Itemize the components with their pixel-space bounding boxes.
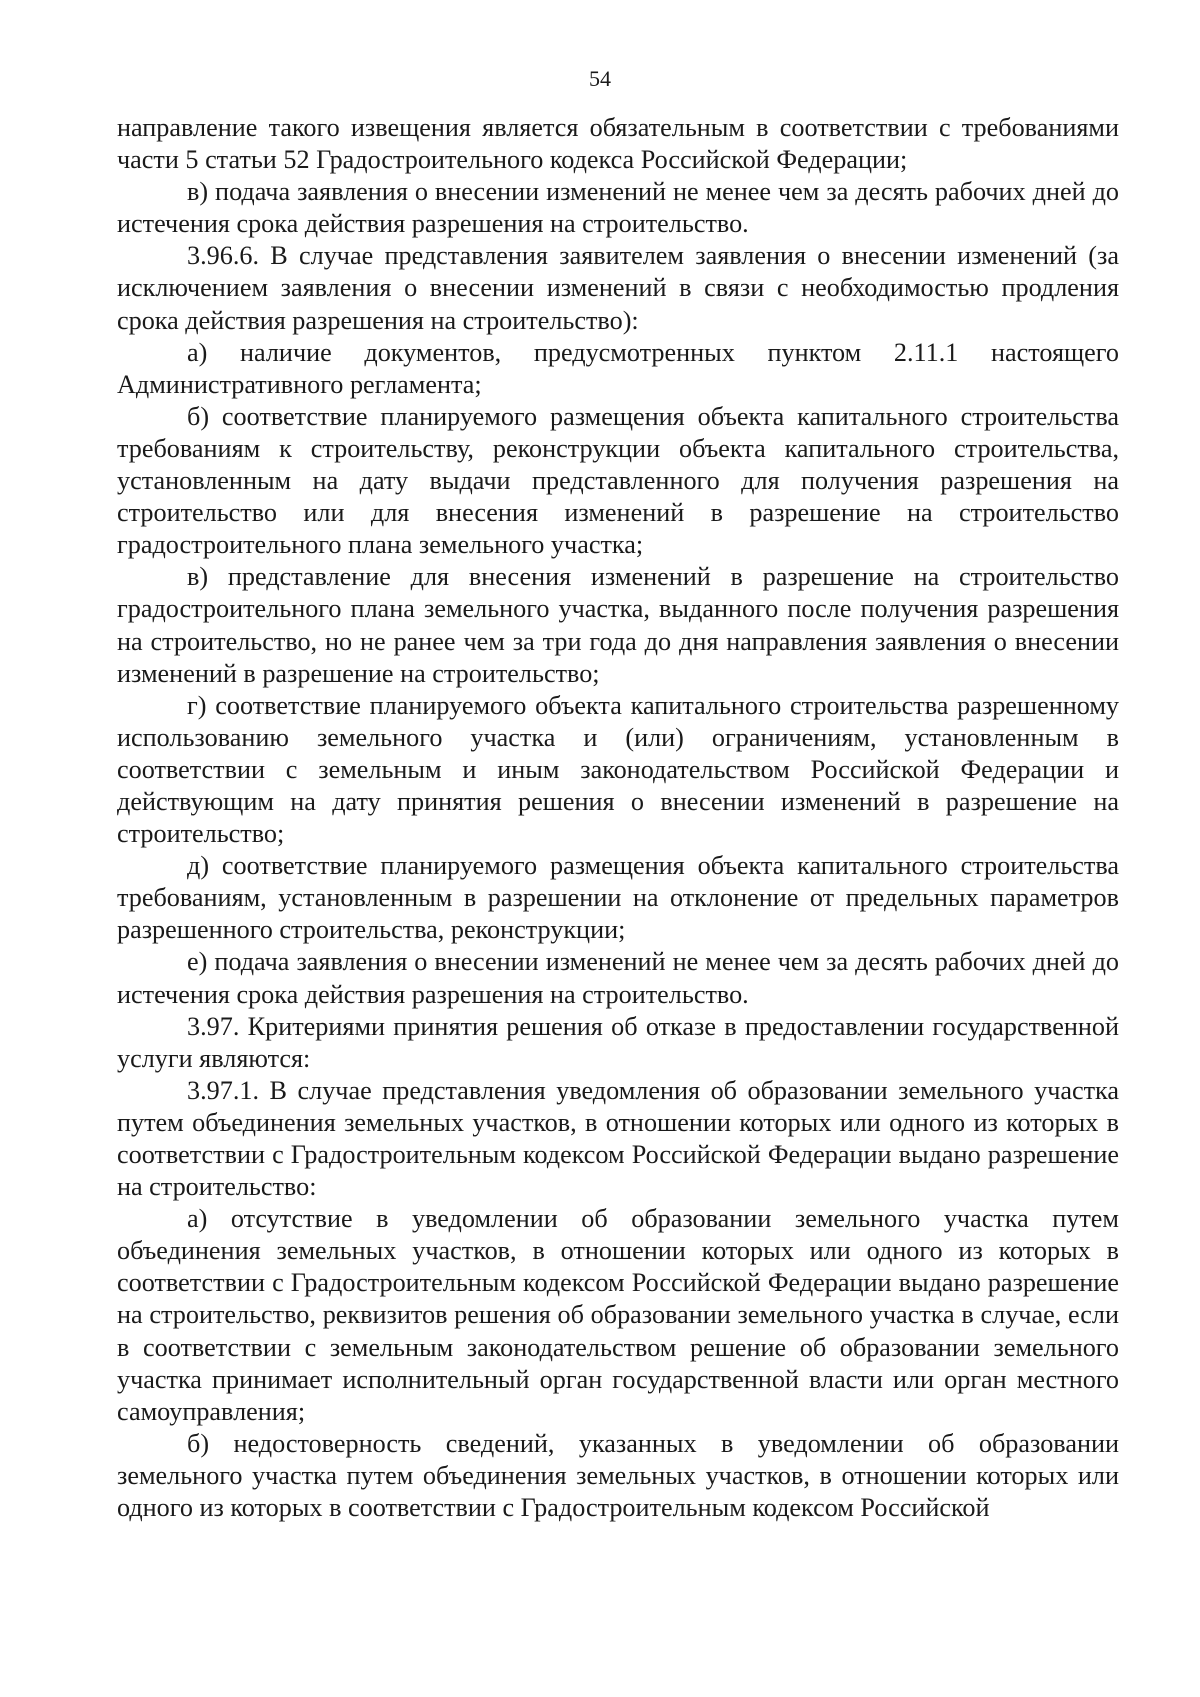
paragraph: 3.97. Критериями принятия решения об отказе в предоставлении государственной услуги являются: — [117, 1011, 1119, 1073]
paragraph: направление такого извещения является обязательным в соответствии с требованиями части 5 статьи 52 Градостроительного кодекса Российской Федерации; — [117, 113, 1119, 175]
paragraph: б) соответствие планируемого размещения объекта капитального строительства требованиям к строительству, реконструкции объекта капитального строительства, установленным на дату выдачи представленного для получения разрешения на строительство или для внесения изменений в разрешение на строительство градостроительного плана земельного участка; — [117, 401, 1119, 560]
paragraph: г) соответствие планируемого объекта капитального строительства разрешенному использованию земельного участка и (или) ограничениям, установленным в соответствии с земельным и иным законодательством Российской Федерации и действующим на дату принятия решения о внесении изменений в разрешение на строительство; — [117, 690, 1119, 849]
paragraph: 3.97.1. В случае представления уведомления об образовании земельного участка путем объединения земельных участков, в отношении которых или одного из которых в соответствии с Градостроительным кодексом Российской Федерации выдано разрешение на строительство: — [117, 1075, 1119, 1202]
paragraph: е) подача заявления о внесении изменений не менее чем за десять рабочих дней до истечения срока действия разрешения на строительство. — [117, 947, 1119, 1009]
paragraph: б) недостоверность сведений, указанных в уведомлении об образовании земельного участка путем объединения земельных участков, в отношении которых или одного из которых в соответствии с Градостроительным кодексом Российской — [117, 1428, 1119, 1523]
paragraph: 3.96.6. В случае представления заявителем заявления о внесении изменений (за исключением заявления о внесении изменений в связи с необходимостью продления срока действия разрешения на строительство): — [117, 241, 1119, 335]
paragraph: в) подача заявления о внесении изменений не менее чем за десять рабочих дней до истечения срока действия разрешения на строительство. — [117, 177, 1119, 239]
paragraph: а) наличие документов, предусмотренных пунктом 2.11.1 настоящего Административного регламента; — [117, 337, 1119, 399]
document-body — [117, 112, 1119, 1524]
paragraph: д) соответствие планируемого размещения объекта капитального строительства требованиям, установленным в разрешении на отклонение от предельных параметров разрешенного строительства, реконструкции; — [117, 851, 1119, 945]
paragraph: в) представление для внесения изменений в разрешение на строительство градостроительного плана земельного участка, выданного после получения разрешения на строительство, но не ранее чем за три года до дня направления заявления о внесении изменений в разрешение на строительство; — [117, 562, 1119, 688]
paragraph: а) отсутствие в уведомлении об образовании земельного участка путем объединения земельных участков, в отношении которых или одного из которых в соответствии с Градостроительным кодексом Российской Федерации выдано разрешение на строительство, реквизитов решения об образовании земельного участка в случае, если в соответствии с земельным законодательством решение об образовании земельного участка принимает исполнительный орган государственной власти или орган местного самоуправления; — [117, 1204, 1119, 1426]
page-number: 54 — [589, 66, 611, 91]
